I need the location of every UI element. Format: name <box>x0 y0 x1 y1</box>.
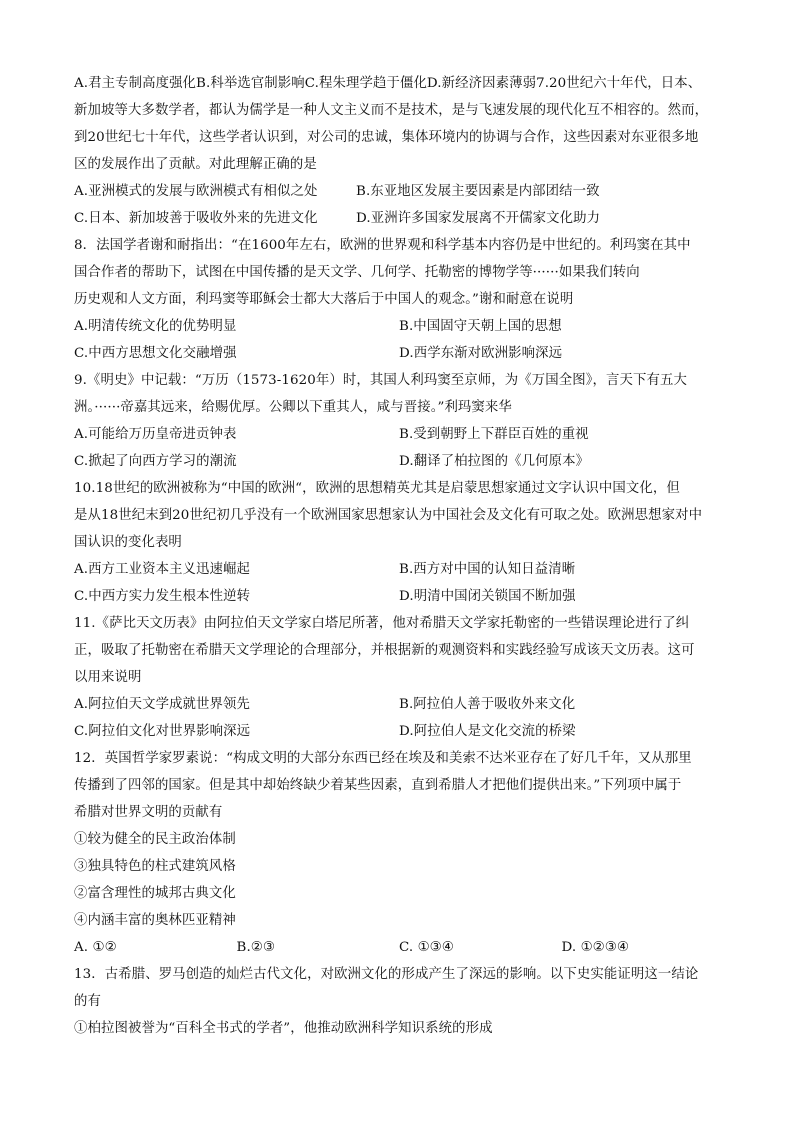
q8-stem-line-3: 历史观和人文方面，利玛窦等耶稣会士都大大落后于中国人的观念。”谢和耐意在说明 <box>74 292 574 307</box>
q7-options-row-1 <box>74 178 724 205</box>
q13-stem-line-2: 的有 <box>74 994 101 1009</box>
q10-option-b[interactable]: B.西方对中国的认知日益清晰 <box>399 562 576 577</box>
q8-stem-line-1: 8．法国学者谢和耐指出：“在1600年左右，欧洲的世界观和科学基本内容仍是中世纪的。利玛窦在其中 <box>74 238 691 253</box>
q8-option-c[interactable]: C.中西方思想文化交融增强 <box>74 346 237 361</box>
q12-item-3: ③独具特色的柱式建筑风格 <box>74 859 236 874</box>
q9-options-row-1 <box>74 421 724 448</box>
q11-stem-line-3: 以用来说明 <box>74 670 142 685</box>
q11-option-c[interactable]: C.阿拉伯文化对世界影响深远 <box>74 724 251 739</box>
q9-option-b[interactable]: B.受到朝野上下群臣百姓的重视 <box>399 427 589 442</box>
q7-stem-line-2: 新加坡等大多数学者，都认为儒学是一种人文主义而不是技术，是与飞速发展的现代化互不相容的。然而， <box>74 103 709 118</box>
q7-stem-line-4: 区的发展作出了贡献。对此理解正确的是 <box>74 157 317 172</box>
q11-option-d[interactable]: D.阿拉伯人是文化交流的桥梁 <box>399 724 576 739</box>
q10-stem-line-1: 10.18世纪的欧洲被称为“中国的欧洲“，欧洲的思想精英尤其是启蒙思想家通过文字认识中国文化，但 <box>74 481 680 496</box>
q9-options-row-2 <box>74 448 724 475</box>
q10-options-row-2 <box>74 583 724 610</box>
q10-option-a[interactable]: A.西方工业资本主义迅速崛起 <box>74 562 251 577</box>
q12-options-row <box>74 934 724 961</box>
q11-option-a[interactable]: A.阿拉伯天文学成就世界领先 <box>74 697 251 712</box>
q8-option-b[interactable]: B.中国固守天朝上国的思想 <box>399 319 562 334</box>
q8-option-d[interactable]: D.西学东渐对欧洲影响深远 <box>399 346 563 361</box>
q12-item-2: ②富含理性的城邦古典文化 <box>74 886 236 901</box>
q8-stem-line-2: 国合作者的帮助下，试图在中国传播的是天文学、几何学、托勒密的博物学等······如果我们转向 <box>74 265 640 280</box>
q13-stem-line-1: 13．古希腊、罗马创造的灿烂古代文化，对欧洲文化的形成产生了深远的影响。以下史实能证明这一结论 <box>74 967 699 982</box>
q11-option-b[interactable]: B.阿拉伯人善于吸收外来文化 <box>399 697 576 712</box>
q7-option-c[interactable]: C.日本、新加坡善于吸收外来的先进文化 <box>74 211 318 226</box>
q13-item-1: ①柏拉图被誉为“百科全书式的学者”，他推动欧洲科学知识系统的形成 <box>74 1021 493 1036</box>
q9-option-d[interactable]: D.翻译了柏拉图的《几何原本》 <box>399 454 590 469</box>
q7-options-row-2 <box>74 205 724 232</box>
q12-item-4: ④内涵丰富的奥林匹亚精神 <box>74 913 236 928</box>
q6-options-and-q7-stem-line-1: A.君主专制高度强化B.科举选官制影响C.程朱理学趋于僵化D.新经济因素薄弱7.20世纪六十年代，日本、 <box>74 76 702 91</box>
q8-option-a[interactable]: A.明清传统文化的优势明显 <box>74 319 237 334</box>
q8-options-row-1 <box>74 313 724 340</box>
q12-stem-line-3: 希腊对世界文明的贡献有 <box>74 805 223 820</box>
q9-option-c[interactable]: C.掀起了向西方学习的潮流 <box>74 454 237 469</box>
q7-stem-line-3: 到20世纪七十年代，这些学者认识到，对公司的忠诚，集体环境内的协调与合作，这些因素对东亚很多地 <box>74 130 699 145</box>
q12-stem-line-2: 传播到了四邻的国家。但是其中却始终缺少着某些因素，直到希腊人才把他们提供出来。”下列项中属于 <box>74 778 682 793</box>
q7-option-a[interactable]: A.亚洲模式的发展与欧洲模式有相似之处 <box>74 184 318 199</box>
q9-stem-line-1: 9.《明史》中记载：“万历（1573-1620年）时，其国人利玛窦至京师，为《万国全图》，言天下有五大 <box>74 373 687 388</box>
q9-stem-line-2: 洲。······帝嘉其远来，给赐优厚。公卿以下重其人，咸与晋接。”利玛窦来华 <box>74 400 512 415</box>
q11-options-row-1 <box>74 691 724 718</box>
q12-stem-line-1: 12．英国哲学家罗素说：“构成文明的大部分东西已经在埃及和美索不达米亚存在了好几千年，又从那里 <box>74 751 692 766</box>
q11-stem-line-2: 正，吸取了托勒密在希腊天文学理论的合理部分，并根据新的观测资料和实践经验写成该天文历表。这可 <box>74 643 695 658</box>
q12-option-a[interactable]: A. ①② <box>74 940 117 955</box>
q9-option-a[interactable]: A.可能给万历皇帝进贡钟表 <box>74 427 237 442</box>
q10-stem-line-3: 国认识的变化表明 <box>74 535 182 550</box>
q10-stem-line-2: 是从18世纪末到20世纪初几乎没有一个欧洲国家思想家认为中国社会及文化有可取之处。欧洲思想家对中 <box>74 508 703 523</box>
q12-item-1: ①较为健全的民主政治体制 <box>74 832 236 847</box>
q12-option-d[interactable]: D. ①②③④ <box>561 940 629 955</box>
q10-option-d[interactable]: D.明清中国闭关锁国不断加强 <box>399 589 576 604</box>
q8-options-row-2 <box>74 340 724 367</box>
q12-option-c[interactable]: C. ①③④ <box>399 940 454 955</box>
q10-options-row-1 <box>74 556 724 583</box>
q7-option-d[interactable]: D.亚洲许多国家发展离不开儒家文化助力 <box>356 211 601 226</box>
q12-option-b[interactable]: B.②③ <box>236 940 276 955</box>
exam-page <box>74 70 724 1042</box>
q10-option-c[interactable]: C.中西方实力发生根本性逆转 <box>74 589 251 604</box>
q7-option-b[interactable]: B.东亚地区发展主要因素是内部团结一致 <box>356 184 600 199</box>
q11-stem-line-1: 11.《萨比天文历表》由阿拉伯天文学家白塔尼所著，他对希腊天文学家托勒密的一些错误理论进行了纠 <box>74 616 690 631</box>
q11-options-row-2 <box>74 718 724 745</box>
